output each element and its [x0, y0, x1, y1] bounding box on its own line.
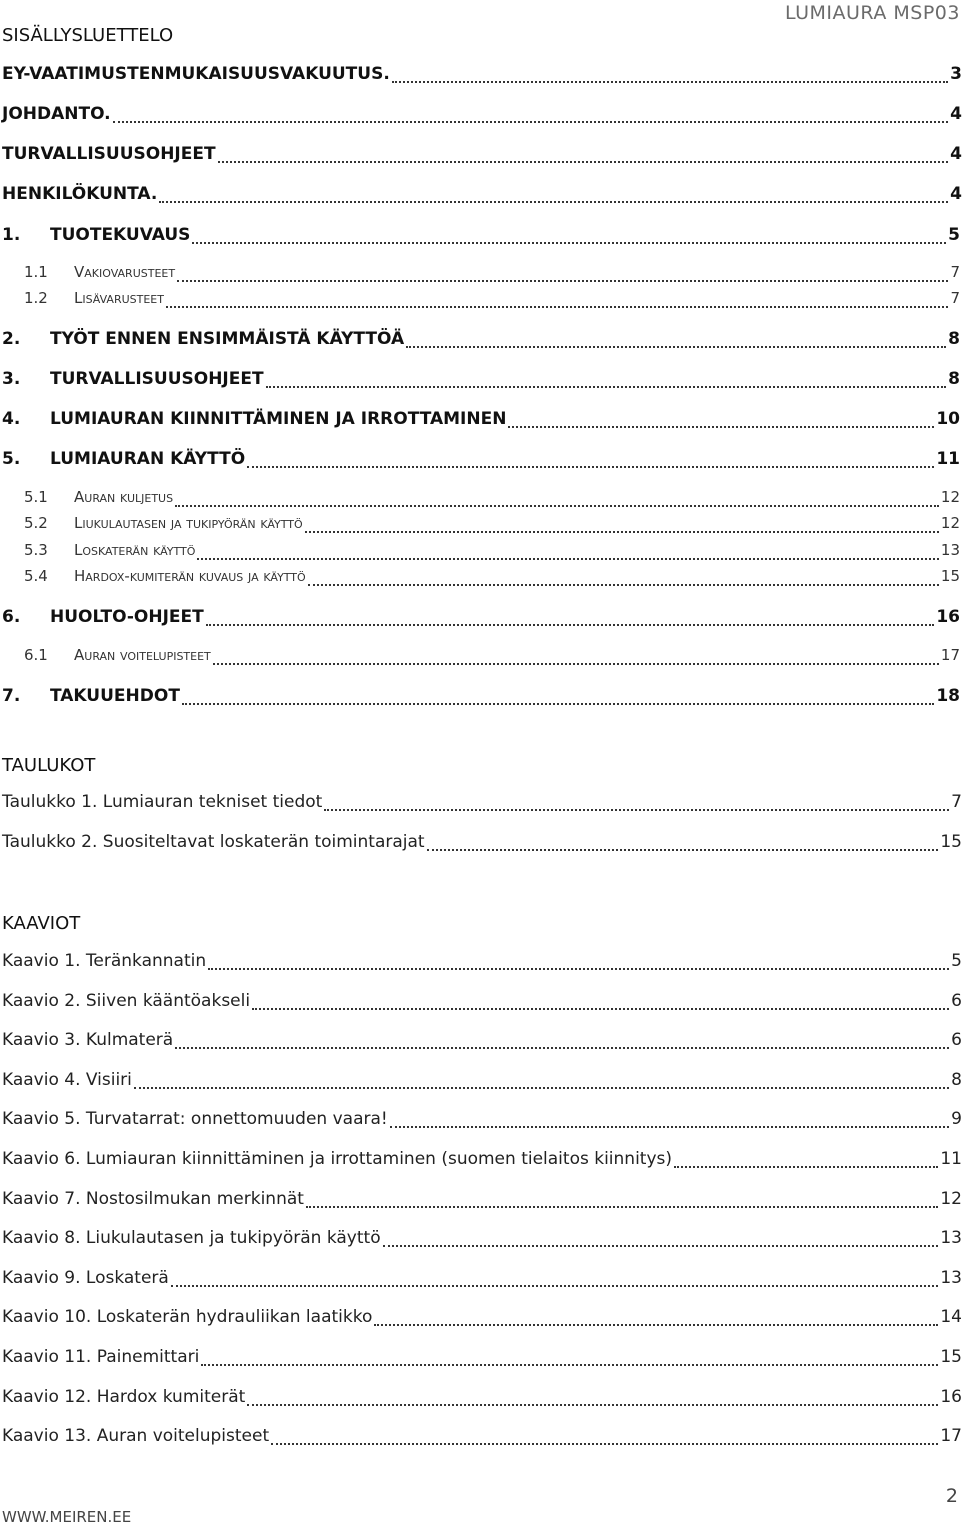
dot-leader	[197, 558, 939, 560]
toc-entry-number: 5.4	[24, 567, 48, 585]
toc-entry[interactable]	[0, 225, 960, 249]
toc-entry[interactable]	[0, 514, 960, 538]
toc-entry-page: 12	[940, 514, 960, 532]
toc-entry-label: LUMIAURAN KIINNITTÄMINEN JA IRROTTAMINEN	[50, 409, 507, 429]
toc-entry[interactable]	[0, 449, 960, 473]
dot-leader	[247, 466, 934, 468]
toc-entry-label: Liukulautasen ja tukipyörän käyttö	[74, 514, 303, 532]
figure-entry[interactable]	[0, 1347, 962, 1371]
dot-leader	[113, 121, 949, 123]
figure-entry-page: 6	[951, 1030, 962, 1051]
toc-entry-label: LUMIAURAN KÄYTTÖ	[50, 449, 246, 469]
toc-entry-label: TURVALLISUUSOHJEET	[50, 369, 264, 389]
figure-entry[interactable]	[0, 1149, 962, 1173]
toc-entry-label: EY-VAATIMUSTENMUKAISUUSVAKUUTUS.	[2, 64, 390, 84]
toc-entry[interactable]	[0, 104, 962, 128]
table-entry-page: 7	[951, 792, 962, 812]
toc-entry-number: 1.	[2, 225, 21, 245]
toc-entry-page: 4	[950, 104, 962, 124]
figure-entry[interactable]	[0, 951, 962, 975]
figure-entry-label: Kaavio 5. Turvatarrat: onnettomuuden vaara!	[2, 1109, 388, 1130]
figure-entry[interactable]	[0, 1228, 962, 1252]
toc-entry-number: 1.1	[24, 263, 48, 281]
toc-entry-number: 2.	[2, 329, 21, 349]
toc-entry-page: 12	[940, 488, 960, 506]
toc-entry[interactable]	[0, 567, 960, 591]
table-entry[interactable]	[0, 832, 962, 856]
toc-entry-number: 7.	[2, 686, 21, 706]
dot-leader	[175, 1047, 949, 1049]
toc-entry[interactable]	[0, 646, 960, 670]
toc-entry-label: HENKILÖKUNTA.	[2, 184, 158, 204]
figure-entry-page: 13	[940, 1228, 962, 1249]
dot-leader	[324, 809, 949, 811]
toc-entry[interactable]	[0, 488, 960, 512]
toc-entry-page: 11	[936, 449, 960, 469]
figure-entry[interactable]	[0, 1070, 962, 1094]
dot-leader	[206, 624, 935, 626]
toc-entry-label: Loskaterän käyttö	[74, 541, 196, 559]
table-entry-page: 15	[940, 832, 962, 852]
figure-entry-label: Kaavio 12. Hardox kumiterät	[2, 1386, 246, 1407]
dot-leader	[159, 201, 948, 203]
toc-entry-page: 3	[950, 64, 962, 84]
toc-entry-label: TYÖT ENNEN ENSIMMÄISTÄ KÄYTTÖÄ	[50, 329, 405, 349]
toc-entry[interactable]	[0, 144, 962, 168]
toc-entry-label: HUOLTO-OHJEET	[50, 607, 204, 627]
toc-entry-page: 8	[948, 369, 960, 389]
figure-entry[interactable]	[0, 1109, 962, 1133]
toc-entry-page: 18	[936, 686, 960, 706]
figure-entry-label: Kaavio 2. Siiven kääntöakseli	[2, 990, 251, 1011]
toc-entry-label: Auran kuljetus	[74, 488, 174, 506]
figure-entry-page: 5	[951, 951, 962, 971]
dot-leader	[166, 306, 948, 308]
toc-entry[interactable]	[0, 184, 962, 208]
figure-entry-label: Kaavio 7. Nostosilmukan merkinnät	[2, 1188, 304, 1209]
toc-entry-page: 7	[950, 263, 960, 281]
toc-entry-label: Lisävarusteet	[74, 289, 164, 307]
toc-entry-label: TUOTEKUVAUS	[50, 225, 191, 245]
figure-entry-page: 9	[951, 1109, 962, 1130]
figure-entry-label: Kaavio 4. Visiiri	[2, 1069, 132, 1090]
figure-entry[interactable]	[0, 1387, 962, 1411]
toc-entry-number: 5.3	[24, 541, 48, 559]
figure-entry-label: Kaavio 1. Teränkannatin	[2, 951, 207, 971]
toc-entry-page: 4	[950, 184, 962, 204]
dot-leader	[171, 1285, 939, 1287]
dot-leader	[266, 386, 947, 388]
dot-leader	[208, 968, 949, 970]
toc-entry[interactable]	[0, 289, 960, 313]
toc-entry[interactable]	[0, 369, 960, 393]
toc-entry[interactable]	[0, 263, 960, 287]
figure-entry[interactable]	[0, 991, 962, 1015]
toc-entry-number: 3.	[2, 369, 21, 389]
figure-entry-label: Kaavio 13. Auran voitelupisteet	[2, 1426, 270, 1447]
figure-entry-page: 11	[940, 1149, 962, 1169]
dot-leader	[134, 1087, 949, 1089]
figure-entry-page: 16	[940, 1386, 962, 1407]
toc-entry-number: 4.	[2, 409, 21, 429]
dot-leader	[247, 1404, 938, 1406]
figure-entry[interactable]	[0, 1307, 962, 1331]
figure-entry[interactable]	[0, 1426, 962, 1450]
dot-leader	[308, 584, 939, 586]
dot-leader	[177, 280, 948, 282]
dot-leader	[252, 1008, 949, 1010]
toc-entry-page: 10	[936, 409, 960, 429]
figure-entry-page: 8	[951, 1069, 962, 1090]
toc-entry-page: 5	[948, 225, 960, 245]
toc-entry-page: 16	[936, 607, 960, 627]
website-link[interactable]: WWW.MEIREN.EE	[2, 1508, 132, 1526]
figure-entry-page: 6	[951, 990, 962, 1011]
figure-entry-page: 12	[940, 1188, 962, 1209]
dot-leader	[213, 663, 939, 665]
figure-entry-label: Kaavio 6. Lumiauran kiinnittäminen ja irrottaminen (suomen tielaitos kiinnitys)	[2, 1149, 673, 1169]
dot-leader	[508, 426, 934, 428]
dot-leader	[392, 81, 948, 83]
toc-entry-number: 5.1	[24, 488, 48, 506]
figure-entry-page: 14	[940, 1307, 962, 1328]
toc-entry[interactable]	[0, 607, 960, 631]
toc-entry-label: Auran voitelupisteet	[74, 646, 211, 664]
figure-entry[interactable]	[0, 1189, 962, 1213]
toc-entry-number: 5.2	[24, 514, 48, 532]
figure-entry-page: 17	[940, 1426, 962, 1447]
toc-entry-number: 1.2	[24, 289, 48, 307]
toc-entry-label: JOHDANTO.	[2, 104, 111, 124]
table-entry[interactable]	[0, 792, 962, 816]
toc-entry-number: 6.1	[24, 646, 48, 664]
figure-entry-page: 15	[940, 1347, 962, 1367]
dot-leader	[201, 1364, 938, 1366]
dot-leader	[374, 1324, 938, 1326]
document-code: LUMIAURA MSP03	[784, 2, 960, 24]
toc-entry-label: Vakiovarusteet	[74, 263, 176, 281]
toc-entry[interactable]	[0, 64, 962, 88]
figure-entry-page: 13	[940, 1267, 962, 1288]
figure-entry-label: Kaavio 8. Liukulautasen ja tukipyörän käyttö	[2, 1228, 381, 1249]
toc-entry[interactable]	[0, 409, 960, 433]
dot-leader	[175, 505, 939, 507]
figures-section-title: KAAVIOT	[2, 913, 81, 934]
dot-leader	[182, 703, 934, 705]
dot-leader	[406, 346, 946, 348]
dot-leader	[390, 1126, 949, 1128]
dot-leader	[305, 531, 939, 533]
toc-entry-page: 13	[940, 541, 960, 559]
toc-title: SISÄLLYSLUETTELO	[2, 25, 174, 46]
tables-section-title: TAULUKOT	[2, 755, 96, 776]
dot-leader	[306, 1206, 938, 1208]
figure-entry[interactable]	[0, 1268, 962, 1292]
dot-leader	[383, 1245, 939, 1247]
toc-entry-page: 17	[940, 646, 960, 664]
toc-entry-label: Hardox-kumiterän kuvaus ja käyttö	[74, 567, 306, 585]
toc-entry[interactable]	[0, 686, 960, 710]
toc-entry[interactable]	[0, 541, 960, 565]
figure-entry-label: Kaavio 3. Kulmaterä	[2, 1030, 174, 1051]
toc-entry-label: TURVALLISUUSOHJEET	[2, 144, 216, 164]
toc-entry-page: 7	[950, 289, 960, 307]
page-number: 2	[945, 1485, 958, 1507]
table-entry-label: Taulukko 1. Lumiauran tekniset tiedot	[2, 792, 323, 812]
dot-leader	[427, 849, 939, 851]
toc-entry-label: TAKUUEHDOT	[50, 686, 180, 706]
dot-leader	[674, 1166, 938, 1168]
toc-entry[interactable]	[0, 329, 960, 353]
toc-entry-number: 5.	[2, 449, 21, 469]
figure-entry-label: Kaavio 11. Painemittari	[2, 1347, 200, 1367]
table-entry-label: Taulukko 2. Suositeltavat loskaterän toimintarajat	[2, 832, 425, 852]
toc-entry-page: 4	[950, 144, 962, 164]
toc-entry-page: 15	[940, 567, 960, 585]
figure-entry-label: Kaavio 9. Loskaterä	[2, 1267, 169, 1288]
dot-leader	[218, 161, 949, 163]
figure-entry-label: Kaavio 10. Loskaterän hydrauliikan laatikko	[2, 1307, 373, 1328]
figure-entry[interactable]	[0, 1030, 962, 1054]
dot-leader	[271, 1443, 938, 1445]
dot-leader	[192, 242, 946, 244]
toc-entry-number: 6.	[2, 607, 21, 627]
toc-entry-page: 8	[948, 329, 960, 349]
